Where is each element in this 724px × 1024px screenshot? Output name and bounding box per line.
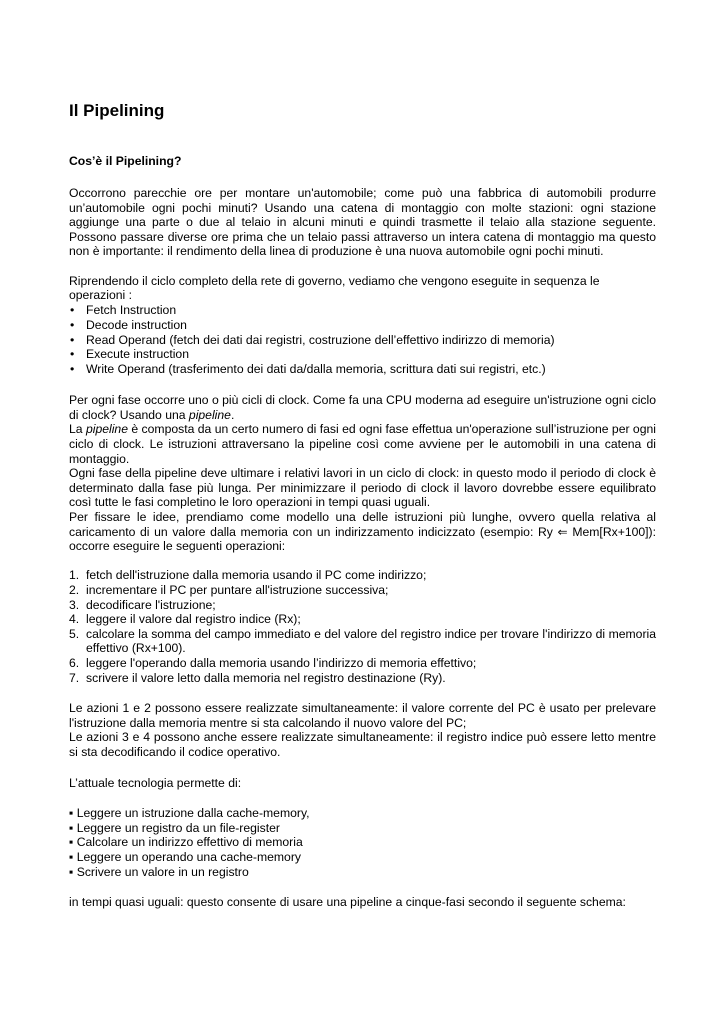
list-item-text: Write Operand (trasferimento dei dati da/dalla memoria, scrittura dati sui registri, etc.) bbox=[86, 362, 546, 377]
bullet-icon: • bbox=[70, 362, 75, 377]
spacer bbox=[69, 554, 656, 569]
list-item bbox=[69, 333, 656, 348]
step-item bbox=[69, 612, 656, 627]
step-item bbox=[69, 656, 656, 671]
list-item-text: Read Operand (fetch dei dati dai registri, costruzione dell’effettivo indirizzo di memoria) bbox=[86, 332, 555, 347]
operations-intro: Riprendendo il ciclo completo della rete di governo, vediamo che vengono eseguite in sequenza le operazioni : bbox=[69, 273, 600, 303]
list-item bbox=[69, 347, 656, 362]
phase-question-text: Per ogni fase occorre uno o più cicli di clock. Come fa una CPU moderna ad eseguire un'istruzione ogni ciclo di clock? Usando una bbox=[69, 393, 656, 422]
step-number: 6. bbox=[69, 655, 80, 670]
spacer bbox=[69, 760, 656, 776]
parallel-paragraph-1: Le azioni 1 e 2 possono essere realizzate simultaneamente: il valore corrente del PC è usato per prelevare l'istruzione dalla memoria mentre si sta calcolando il nuovo valore del PC; bbox=[69, 701, 656, 730]
list-item-text: Decode instruction bbox=[86, 317, 187, 332]
bullet-icon: • bbox=[70, 332, 75, 347]
list-item bbox=[69, 303, 656, 318]
capabilities-list bbox=[69, 806, 656, 879]
list-item: ▪ Leggere un operando una cache-memory bbox=[69, 849, 301, 864]
bullet-icon: • bbox=[70, 317, 75, 332]
bullet-icon: • bbox=[70, 302, 75, 317]
operations-list bbox=[69, 303, 656, 378]
example-paragraph: Per fissare le idee, prendiamo come modello una delle istruzioni più lunghe, ovvero quella relativa al caricamento di un valore dalla memoria con un indirizzamento indicizzato (esempio: Ry ⇐ Mem[Rx+100]): occorre eseguire le seguenti operazioni: bbox=[69, 510, 656, 554]
list-item: ▪ Calcolare un indirizzo effettivo di memoria bbox=[69, 835, 303, 850]
step-number: 3. bbox=[69, 597, 80, 612]
spacer bbox=[69, 790, 656, 806]
clock-paragraph: Ogni fase della pipeline deve ultimare i relativi lavori in un ciclo di clock: in questo modo il periodo di clock è determinato dalla fase più lunga. Per minimizzare il periodo di clock il lavoro dovrebbe essere equilibrato così tutte le fasi completino le loro operazioni in tempi quasi uguali. bbox=[69, 466, 656, 510]
step-text: incrementare il PC per puntare all'istruzione successiva; bbox=[86, 583, 389, 597]
list-item-text: Fetch Instruction bbox=[86, 302, 177, 317]
pipeline-definition bbox=[69, 422, 656, 466]
bullet-icon: • bbox=[70, 347, 75, 362]
page-title: Il Pipelining bbox=[69, 101, 165, 120]
step-number: 7. bbox=[69, 670, 80, 685]
technology-intro: L’attuale tecnologia permette di: bbox=[69, 775, 242, 790]
spacer bbox=[69, 169, 656, 186]
phase-question-end: . bbox=[230, 407, 235, 422]
step-number: 5. bbox=[69, 626, 80, 641]
section-heading: Cos’è il Pipelining? bbox=[69, 154, 182, 168]
step-item bbox=[69, 568, 656, 583]
step-number: 1. bbox=[69, 568, 80, 583]
step-item bbox=[69, 627, 656, 656]
step-text: leggere l'operando dalla memoria usando l’indirizzo di memoria effettivo; bbox=[86, 655, 477, 670]
pipeline-term: pipeline bbox=[85, 422, 128, 437]
list-item bbox=[69, 318, 656, 333]
step-number: 2. bbox=[69, 583, 80, 597]
list-item: ▪ Leggere un istruzione dalla cache-memory, bbox=[69, 806, 310, 821]
steps-list bbox=[69, 568, 656, 685]
spacer bbox=[69, 879, 656, 895]
parallel-paragraph-2: Le azioni 3 e 4 possono anche essere realizzate simultaneamente: il registro indice può essere letto mentre si sta decodificando il codice operativo. bbox=[69, 730, 656, 759]
step-text: leggere il valore dal registro indice (Rx); bbox=[86, 612, 301, 627]
list-item: ▪ Leggere un registro da un file-register bbox=[69, 820, 280, 835]
intro-paragraph: Occorrono parecchie ore per montare un'automobile; come può una fabbrica di automobili produrre un’automobile ogni pochi minuti? Usando una catena di montaggio con molte stazioni: ogni stazione aggiunge una parte o due al telaio in alcuni minuti e quindi trasmette il telaio alla stazione seguente. Possono passare diverse ore prima che un telaio passi attraverso un intera catena di montaggio ma questo non è importante: il rendimento della linea di produzione è una nuova automobile ogni pochi minuti. bbox=[69, 186, 656, 259]
closing-paragraph: in tempi quasi uguali: questo consente di usare una pipeline a cinque-fasi secondo il seguente schema: bbox=[69, 895, 626, 910]
step-item bbox=[69, 598, 656, 613]
step-item bbox=[69, 671, 656, 686]
list-item-text: Execute instruction bbox=[86, 347, 189, 362]
phase-question bbox=[69, 393, 656, 422]
list-item bbox=[69, 362, 656, 377]
step-text: decodificare l'istruzione; bbox=[86, 597, 216, 612]
list-item: ▪ Scrivere un valore in un registro bbox=[69, 864, 249, 879]
spacer bbox=[69, 685, 656, 701]
step-item bbox=[69, 583, 656, 598]
pipeline-definition-start: La bbox=[69, 422, 86, 437]
spacer bbox=[69, 377, 656, 393]
document-content bbox=[69, 101, 656, 910]
step-text: calcolare la somma del campo immediato e del valore del registro indice per trovare l'indirizzo di memoria effettivo (Rx+100). bbox=[86, 626, 656, 656]
pipeline-definition-rest: è composta da un certo numero di fasi ed ogni fase effettua un'operazione sull’istruzione per ogni ciclo di clock. Le istruzioni attraversano la pipeline così come avviene per le automobili in una catena di montaggio. bbox=[69, 422, 656, 466]
step-text: scrivere il valore letto dalla memoria nel registro destinazione (Ry). bbox=[86, 670, 446, 685]
spacer bbox=[69, 259, 656, 274]
pipeline-term: pipeline bbox=[188, 407, 231, 422]
step-text: fetch dell'istruzione dalla memoria usando il PC come indirizzo; bbox=[86, 568, 427, 583]
step-number: 4. bbox=[69, 612, 80, 627]
